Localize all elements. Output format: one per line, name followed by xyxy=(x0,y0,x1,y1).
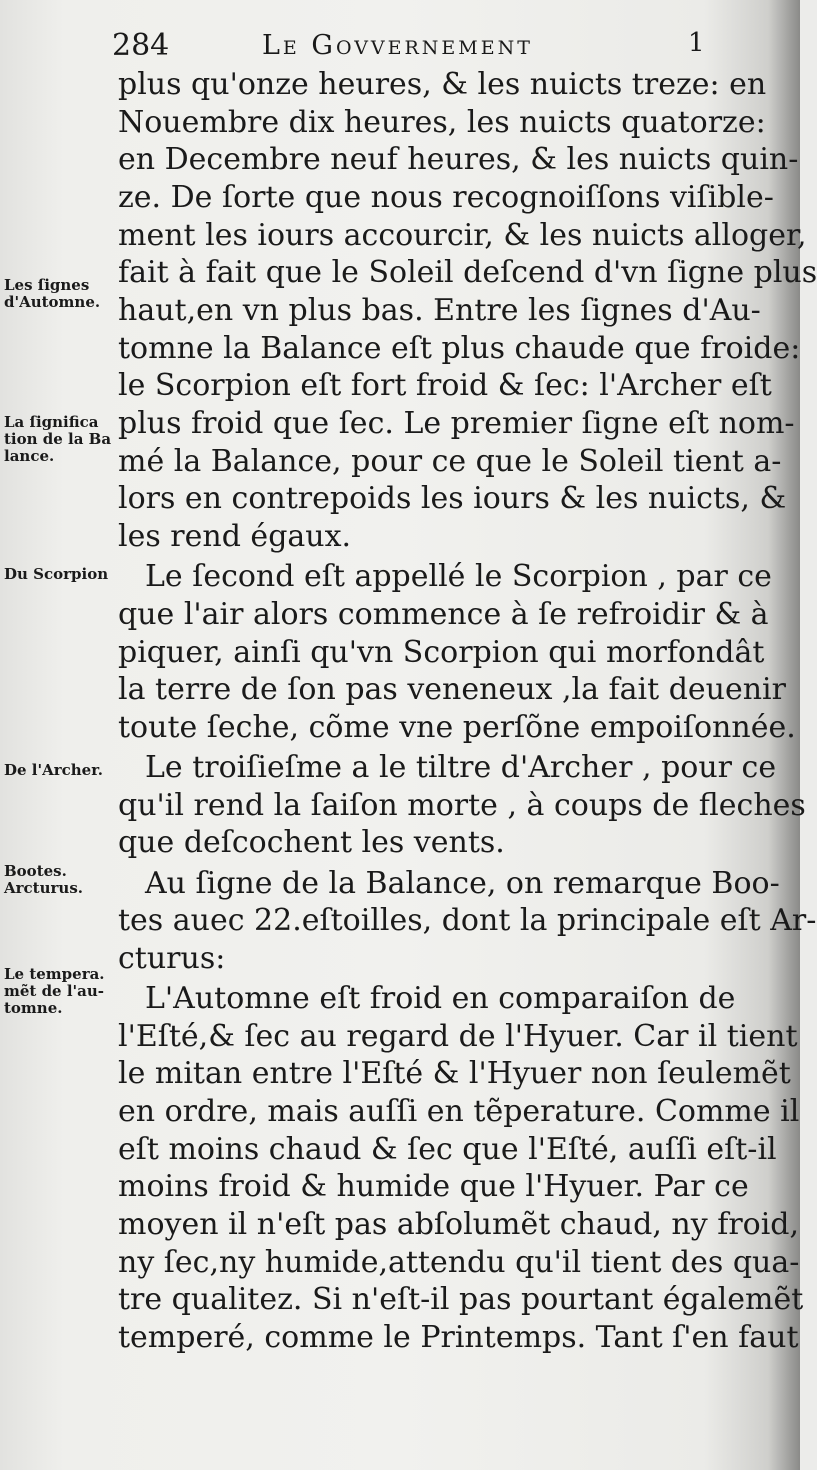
text-line: tre qualitez. Si n'eſt-il pas pourtant égalemẽt xyxy=(118,1282,804,1317)
text-line: plus froid que ſec. Le premier ſigne eſt nom- xyxy=(118,406,795,441)
margin-note: De l'Archer. xyxy=(4,761,103,779)
text-line: le mitan entre l'Eſté & l'Hyuer non ſeulemẽt xyxy=(118,1056,791,1091)
text-line: les rend égaux. xyxy=(118,519,352,554)
text-line: piquer, ainſi qu'vn Scorpion qui morfondât xyxy=(118,635,765,670)
text-line: haut,en vn plus bas. Entre les ſignes d'Au- xyxy=(118,293,761,328)
running-head: Le Govvernement xyxy=(262,30,533,61)
page-number: 284 xyxy=(112,28,170,63)
text-line: fait à fait que le Soleil deſcend d'vn ſigne plus xyxy=(118,255,817,290)
text-line: Au ſigne de la Balance, on remarque Boo- xyxy=(145,866,780,901)
text-line: le Scorpion eſt fort froid & ſec: l'Archer eſt xyxy=(118,368,772,403)
text-line: en ordre, mais auſſi en tẽperature. Comme il xyxy=(118,1094,800,1129)
text-line: moyen il n'eſt pas abſolumẽt chaud, ny froid, xyxy=(118,1207,800,1242)
text-line: l'Eſté,& ſec au regard de l'Hyuer. Car il tient xyxy=(118,1019,798,1054)
text-line: tomne la Balance eſt plus chaude que froide: xyxy=(118,331,801,366)
margin-note: La ſignifica tion de la Ba lance. xyxy=(4,413,112,465)
text-line: qu'il rend la ſaiſon morte , à coups de fleches xyxy=(118,788,806,823)
text-line: cturus: xyxy=(118,941,226,976)
text-line: plus qu'onze heures, & les nuicts treze: en xyxy=(118,67,767,102)
margin-note: Les ſignes d'Automne. xyxy=(4,276,101,311)
text-line: moins froid & humide que l'Hyuer. Par ce xyxy=(118,1169,749,1204)
text-line: Nouembre dix heures, les nuicts quatorze: xyxy=(118,105,766,140)
text-line: mé la Balance, pour ce que le Soleil tient a- xyxy=(118,444,782,479)
page-header xyxy=(112,28,712,68)
text-line: ny ſec,ny humide,attendu qu'il tient des qua- xyxy=(118,1245,800,1280)
text-line: eſt moins chaud & ſec que l'Eſté, auſſi eſt-il xyxy=(118,1132,777,1167)
text-line: lors en contrepoids les iours & les nuicts, & xyxy=(118,481,787,516)
text-line: en Decembre neuf heures, & les nuicts quin- xyxy=(118,142,799,177)
text-line: L'Automne eſt froid en comparaiſon de xyxy=(145,981,736,1016)
margin-note: Le tempera. mẽt de l'au- tomne. xyxy=(4,965,105,1017)
header-mark: 1 xyxy=(688,28,705,58)
text-line: temperé, comme le Printemps. Tant ſ'en faut xyxy=(118,1320,799,1355)
text-line: Le ſecond eſt appellé le Scorpion , par ce xyxy=(145,559,772,594)
text-line: toute ſeche, cõme vne perſõne empoiſonnée. xyxy=(118,710,796,745)
text-line: la terre de ſon pas veneneux ,la fait deuenir xyxy=(118,672,786,707)
text-line: Le troiſieſme a le tiltre d'Archer , pour ce xyxy=(145,750,777,785)
text-line: que deſcochent les vents. xyxy=(118,825,505,860)
text-line: ze. De ſorte que nous recognoiſſons viſible- xyxy=(118,180,774,215)
margin-note: Bootes. Arcturus. xyxy=(4,862,83,897)
text-line: tes auec 22.eſtoilles, dont la principale eſt Ar- xyxy=(118,903,817,938)
text-line: ment les iours accourcir, & les nuicts alloger, xyxy=(118,218,807,253)
text-line: que l'air alors commence à ſe refroidir & à xyxy=(118,597,769,632)
margin-note: Du Scorpion xyxy=(4,565,109,583)
